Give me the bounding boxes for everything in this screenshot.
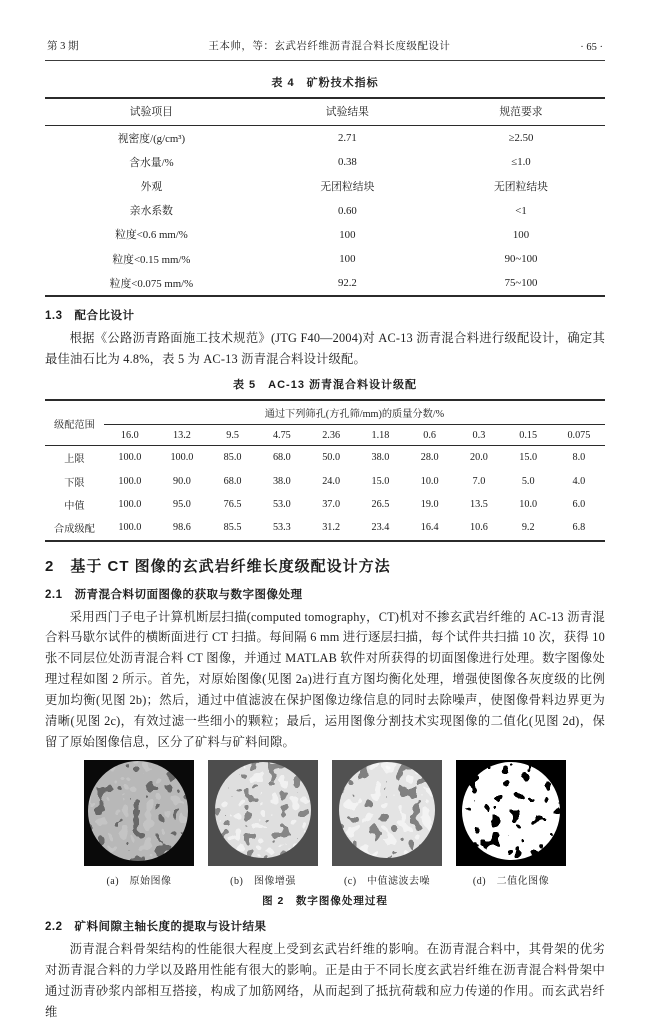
table4-cell: 2.71: [337, 132, 357, 145]
table5-cell: 100.0: [118, 452, 142, 464]
table4-row: [45, 223, 605, 247]
table5-cell: 90.0: [173, 475, 191, 487]
table4-row: [45, 150, 605, 174]
table5-cell: 28.0: [420, 452, 439, 464]
section-2-heading: 2 基于 CT 图像的玄武岩纤维长度级配设计方法: [45, 557, 391, 575]
table4-cell: 含水量/%: [129, 156, 174, 169]
table5-cell: 20.0: [470, 452, 488, 464]
table5-cell: 4.0: [572, 475, 586, 487]
table4-cell: 外观: [140, 180, 163, 193]
table4-cell: 75~100: [504, 277, 538, 290]
table5-cell: 19.0: [420, 499, 439, 511]
table4-col-header: 试验项目: [45, 98, 258, 126]
ct-image-median-filtered: [332, 760, 442, 866]
table5-cell: 50.0: [322, 452, 341, 464]
table5-cell: 100.0: [118, 522, 142, 534]
journal-running-head: [45, 38, 605, 61]
table5-cell: 31.2: [322, 522, 341, 534]
table5-range-header: 级配范围: [45, 400, 104, 446]
section-1-3-heading: 1.3 配合比设计: [45, 310, 135, 323]
table5-cell: 38.0: [272, 475, 291, 487]
table4-cell: 无团粒结块: [494, 180, 548, 193]
table4-row: [45, 247, 605, 271]
sieve-size: 4.75: [257, 425, 306, 446]
sieve-size: 16.0: [104, 425, 156, 446]
table4-cell: ≤1.0: [511, 156, 531, 169]
sieve-size: 0.6: [405, 425, 454, 446]
panel-a-label: (a) 原始图像: [106, 875, 172, 887]
table4-cell: 粒度<0.075 mm/%: [109, 277, 194, 290]
table4-cell: ≥2.50: [508, 132, 534, 145]
ct-panel-c: [332, 760, 442, 887]
table5-cell: 23.4: [371, 522, 390, 534]
ct-panel-a: [84, 760, 194, 887]
table5-cell: 53.3: [272, 522, 291, 534]
table5-cell: 85.5: [223, 522, 242, 534]
panel-d-label: (d) 二值化图像: [472, 875, 550, 887]
sieve-size: 1.18: [356, 425, 405, 446]
table5-cell: 下限: [64, 477, 85, 489]
table4-cell: 100: [512, 228, 530, 241]
table5-cell: 9.2: [521, 522, 535, 534]
table5-span-header: 通过下列筛孔(方孔筛/mm)的质量分数/%: [104, 400, 605, 425]
table4-cell: 0.38: [337, 156, 357, 169]
table4-cell: 0.60: [337, 204, 357, 217]
table5-design-gradation: [45, 399, 605, 542]
table5-cell: 98.6: [173, 522, 191, 534]
table5-cell: 6.0: [572, 499, 586, 511]
panel-b-label: (b) 图像增强: [230, 875, 296, 887]
table5-cell: 37.0: [322, 499, 341, 511]
table5-sieve-row: [45, 425, 605, 446]
table5-cell: 26.5: [371, 499, 390, 511]
table5-cell: 10.0: [420, 475, 439, 487]
table4-cell: 粒度<0.15 mm/%: [112, 253, 191, 266]
table5-cell: 8.0: [572, 452, 586, 464]
sieve-size: 0.3: [454, 425, 503, 446]
table4-col-header: 规范要求: [437, 98, 605, 126]
table5-cell: 68.0: [223, 475, 242, 487]
table5-cell: 24.0: [322, 475, 341, 487]
table5-cell: 16.4: [420, 522, 439, 534]
table5-cell: 中值: [64, 501, 85, 513]
page-number: · 65 ·: [580, 42, 603, 53]
table4-cell: 粒度<0.6 mm/%: [115, 229, 188, 242]
table4-row: [45, 126, 605, 151]
table5-header-row-1: [45, 400, 605, 425]
table5-cell: 100.0: [118, 499, 142, 511]
table5-cell: 85.0: [223, 452, 242, 464]
table5-cell: 10.6: [470, 522, 488, 534]
table4-header-row: [45, 98, 605, 126]
table5-cell: 100.0: [170, 452, 194, 464]
table5-cell: 15.0: [371, 475, 390, 487]
table4-caption: 表 4 矿粉技术指标: [271, 77, 379, 89]
table4-cell: 90~100: [504, 253, 538, 266]
table4-cell: 100: [339, 228, 356, 241]
table4-cell: 亲水系数: [129, 205, 173, 218]
table4-cell: <1: [515, 204, 527, 217]
running-title: 王本帅，等：玄武岩纤维沥青混合料长度级配设计: [208, 41, 451, 52]
issue-label: 第 3 期: [47, 41, 79, 52]
section-2-1-heading: 2.1 沥青混合料切面图像的获取与数字图像处理: [45, 588, 303, 601]
sieve-size: 13.2: [156, 425, 208, 446]
section-2-1-paragraph: 采用西门子电子计算机断层扫描(computed tomography，CT)机对不掺玄武岩纤维的 AC-13 沥青混合料马歇尔试件的横断面进行 CT 扫描。每间隔 6 mm 进行逐层扫描，每个试件共扫描 10 次，获得 10 张不同层位处沥青混合料 CT 图像，并通过 MATLAB 软件对所获得的切面图像进行处理。数字图像处理过程如图 2 所示。首先，对原始图像(见图 2a)进行直方图均衡化处理，增强使图像各灰度级的比例更加均衡(见图 2b)；然后，通过中值滤波在保护图像边缘信息的同时去除噪声，使图像骨料边界更为清晰(见图 2c)，有效过滤一些细小的颗粒；最后，运用图像分割技术实现图像的二值化(见图 2d)，保留了原始图像信息，区分了矿料与矿料间隙。: [45, 609, 605, 749]
table4-cell: 92.2: [337, 277, 357, 290]
figure2-panels: [45, 760, 605, 887]
table5-cell: 95.0: [173, 499, 191, 511]
table5-cell: 76.5: [223, 499, 242, 511]
table5-row-synthetic: [45, 516, 605, 540]
table4-cell: 无团粒结块: [320, 180, 375, 193]
table5-cell: 68.0: [272, 452, 291, 464]
table5-caption: 表 5 AC-13 沥青混合料设计级配: [232, 379, 417, 392]
table5-cell: 13.5: [470, 499, 488, 511]
sieve-size: 0.075: [553, 425, 605, 446]
table5-row-lower: [45, 469, 605, 492]
ct-image-original: [84, 760, 194, 866]
section-1-3-paragraph: 根据《公路沥青路面施工技术规范》(JTG F40—2004)对 AC-13 沥青混合料进行级配设计，确定其最佳油石比为 4.8%，表 5 为 AC-13 沥青混合料设计级配。: [45, 331, 605, 367]
table5-cell: 15.0: [519, 452, 538, 464]
ct-panel-d: [456, 760, 566, 887]
table5-cell: 5.0: [521, 475, 535, 487]
table5-row-median: [45, 493, 605, 516]
table5-cell: 7.0: [472, 475, 486, 487]
figure2-caption: 图 2 数字图像处理过程: [262, 894, 388, 907]
table5-cell: 100.0: [118, 475, 142, 487]
table4-col-header: 试验结果: [258, 98, 437, 126]
table4-cell: 100: [339, 253, 356, 266]
section-2-2-paragraph: 沥青混合料骨架结构的性能很大程度上受到玄武岩纤维的影响。在沥青混合料中，其骨架的优劣对沥青混合料的力学以及路用性能有很大的影响。正是由于不同长度玄武岩纤维在沥青混合料骨架中通过沥青砂浆内部相互搭接，构成了加筋网络，从而起到了抵抗荷载和应力传递的作用。而玄武岩纤维: [45, 941, 605, 1019]
table5-cell: 6.8: [572, 522, 586, 534]
ct-image-enhanced: [208, 760, 318, 866]
table5-cell: 合成级配: [54, 524, 95, 536]
table4-cell: 视密度/(g/cm³): [117, 132, 186, 145]
section-2-2-heading: 2.2 矿料间隙主轴长度的提取与设计结果: [45, 920, 267, 933]
table5-cell: 38.0: [371, 452, 390, 464]
table4-row: [45, 174, 605, 198]
ct-image-binarized: [456, 760, 566, 866]
table4-row: [45, 271, 605, 296]
sieve-size: 9.5: [208, 425, 257, 446]
table5-cell: 上限: [64, 454, 85, 466]
sieve-size: 2.36: [306, 425, 355, 446]
table5-row-upper: [45, 446, 605, 470]
table4-mineral-filler-indicators: [45, 97, 605, 297]
table5-cell: 53.0: [272, 499, 291, 511]
table5-cell: 10.0: [519, 499, 538, 511]
sieve-size: 0.15: [504, 425, 553, 446]
ct-panel-b: [208, 760, 318, 887]
table4-row: [45, 199, 605, 223]
panel-c-label: (c) 中值滤波去噪: [343, 875, 431, 887]
